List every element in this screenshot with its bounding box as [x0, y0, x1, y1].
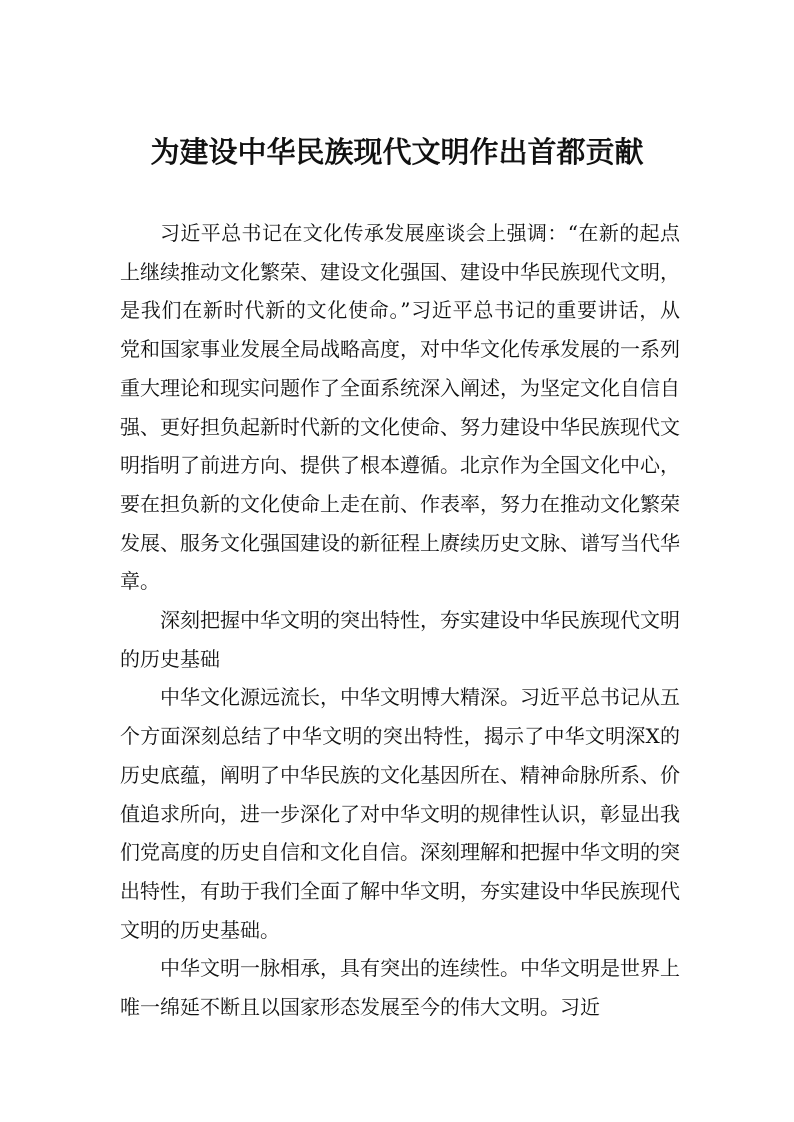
paragraph-civilization-traits: 中华文化源远流长，中华文明博大精深。习近平总书记从五个方面深刻总结了中华文明的突出特性，揭示了中华文明深X的历史底蕴，阐明了中华民族的文化基因所在、精神命脉所系、价值追求所向，进一步深化了对中华文明的规律性认识，彰显出我们党高度的历史自信和文化自信。深刻理解和把握中华文明的突出特性，有助于我们全面了解中华文明，夯实建设中华民族现代文明的历史基础。: [120, 685, 680, 942]
paragraph-continuity: 中华文明一脉相承，具有突出的连续性。中华文明是世界上唯一绵延不断且以国家形态发展至今的伟大文明。习近: [120, 956, 680, 1020]
paragraph-section-heading: 深刻把握中华文明的突出特性，夯实建设中华民族现代文明的历史基础: [120, 608, 680, 671]
document-body: [120, 214, 680, 1027]
document-title: 为建设中华民族现代文明作出首都贡献: [150, 135, 644, 169]
paragraph-intro: 习近平总书记在文化传承发展座谈会上强调：“在新的起点上继续推动文化繁荣、建设文化强国、建设中华民族现代文明，是我们在新时代新的文化使命。”习近平总书记的重要讲话，从党和国家事业发展全局战略高度，对中华文化传承发展的一系列重大理论和现实问题作了全面系统深入阐述，为坚定文化自信自强、更好担负起新时代新的文化使命、努力建设中华民族现代文明指明了前进方向、提供了根本遵循。北京作为全国文化中心，要在担负新的文化使命上走在前、作表率，努力在推动文化繁荣发展、服务文化强国建设的新征程上赓续历史文脉、谱写当代华章。: [120, 221, 680, 594]
